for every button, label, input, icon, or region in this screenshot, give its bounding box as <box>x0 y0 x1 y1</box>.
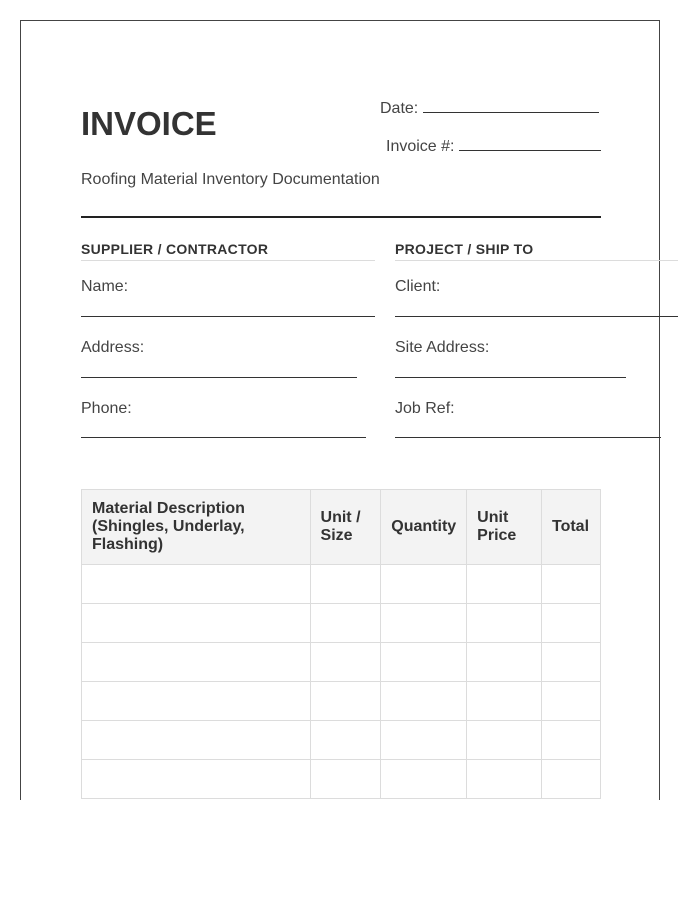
project-heading: PROJECT / SHIP TO <box>395 241 678 261</box>
table-cell[interactable] <box>82 721 311 760</box>
table-cell[interactable] <box>381 760 467 799</box>
table-cell[interactable] <box>310 565 381 604</box>
table-cell[interactable] <box>381 643 467 682</box>
table-cell[interactable] <box>467 760 542 799</box>
table-row <box>82 643 601 682</box>
table-cell[interactable] <box>82 760 311 799</box>
supplier-name-field[interactable] <box>81 316 375 317</box>
table-cell[interactable] <box>82 565 311 604</box>
table-cell[interactable] <box>381 721 467 760</box>
column-header-unit-size: Unit / Size <box>310 490 381 565</box>
client-field[interactable] <box>395 316 678 317</box>
table-cell[interactable] <box>381 604 467 643</box>
invoice-number-field[interactable] <box>459 136 601 151</box>
table-cell[interactable] <box>381 682 467 721</box>
table-cell[interactable] <box>467 682 542 721</box>
supplier-address-field[interactable] <box>81 377 357 378</box>
date-field[interactable] <box>423 98 599 113</box>
table-cell[interactable] <box>82 643 311 682</box>
table-cell[interactable] <box>541 565 600 604</box>
table-cell[interactable] <box>310 760 381 799</box>
supplier-phone-field[interactable] <box>81 437 366 438</box>
table-cell[interactable] <box>541 721 600 760</box>
invoice-subtitle: Roofing Material Inventory Documentation <box>81 171 380 188</box>
header-divider <box>81 216 601 218</box>
supplier-phone-label: Phone: <box>81 400 132 417</box>
table-header-row <box>82 490 601 565</box>
table-cell[interactable] <box>541 760 600 799</box>
invoice-number-label: Invoice #: <box>386 138 455 155</box>
materials-table <box>81 489 601 799</box>
table-cell[interactable] <box>467 565 542 604</box>
invoice-title: INVOICE <box>81 105 217 142</box>
table-row <box>82 565 601 604</box>
table-cell[interactable] <box>541 604 600 643</box>
table-row <box>82 721 601 760</box>
table-cell[interactable] <box>467 643 542 682</box>
client-label: Client: <box>395 278 441 295</box>
job-ref-field[interactable] <box>395 437 661 438</box>
column-header-material-description: Material Description (Shingles, Underlay, Flashing) <box>82 490 311 565</box>
table-cell[interactable] <box>310 604 381 643</box>
column-header-total: Total <box>541 490 600 565</box>
date-row <box>380 98 599 119</box>
table-cell[interactable] <box>381 565 467 604</box>
table-cell[interactable] <box>541 643 600 682</box>
table-cell[interactable] <box>310 682 381 721</box>
table-cell[interactable] <box>541 682 600 721</box>
invoice-number-row <box>386 136 601 157</box>
column-header-unit-price: Unit Price <box>467 490 542 565</box>
table-cell[interactable] <box>310 643 381 682</box>
table-cell[interactable] <box>310 721 381 760</box>
table-cell[interactable] <box>467 721 542 760</box>
table-row <box>82 760 601 799</box>
supplier-name-label: Name: <box>81 278 129 295</box>
supplier-address-label: Address: <box>81 339 145 356</box>
supplier-heading: SUPPLIER / CONTRACTOR <box>81 241 375 261</box>
table-cell[interactable] <box>467 604 542 643</box>
date-label: Date: <box>380 100 419 117</box>
site-address-field[interactable] <box>395 377 626 378</box>
column-header-quantity: Quantity <box>381 490 467 565</box>
site-address-label: Site Address: <box>395 339 490 356</box>
table-cell[interactable] <box>82 682 311 721</box>
table-row <box>82 604 601 643</box>
job-ref-label: Job Ref: <box>395 400 455 417</box>
table-cell[interactable] <box>82 604 311 643</box>
table-row <box>82 682 601 721</box>
